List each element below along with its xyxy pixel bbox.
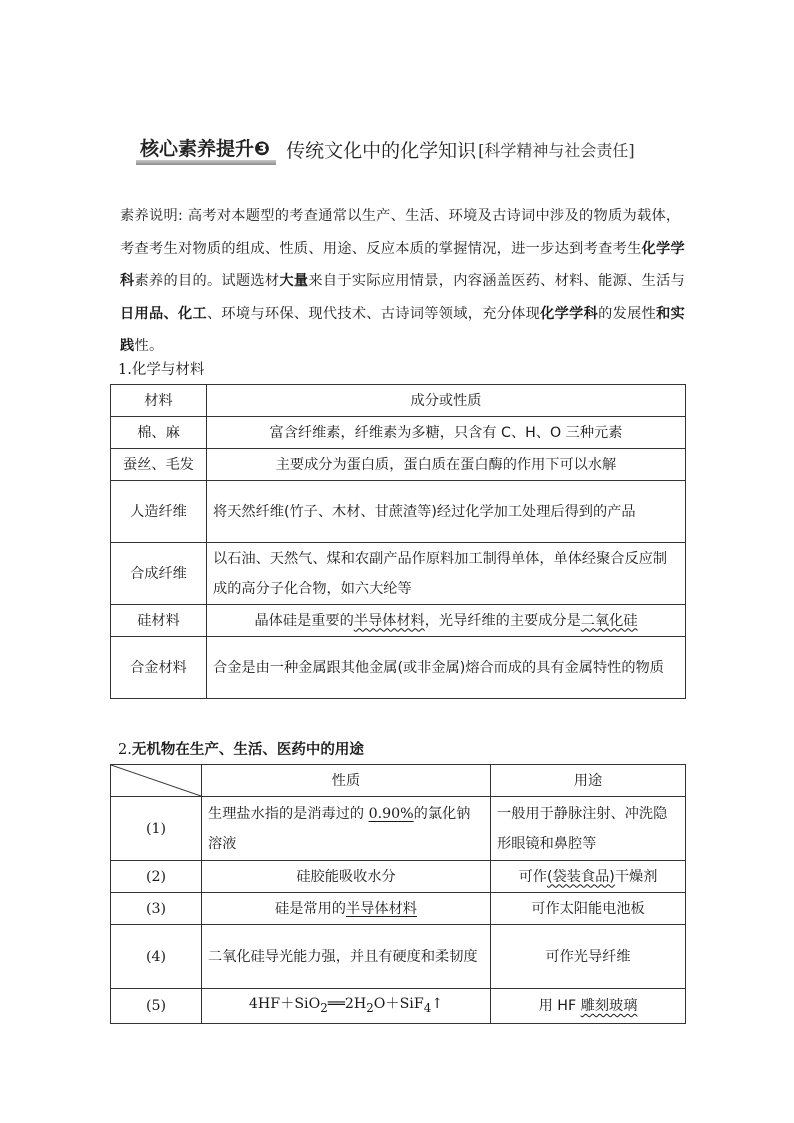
intro-label: 素养说明: xyxy=(120,208,184,224)
core-literacy-tag: 核心素养提升❸ xyxy=(136,137,276,161)
property-cell xyxy=(202,797,491,861)
table-header-row xyxy=(111,765,686,797)
intro-bold-text: 化学学科 xyxy=(120,240,686,289)
property-text: 的氯化钠溶液 xyxy=(208,805,471,852)
material-name: 蚕丝、毛发 xyxy=(111,449,207,481)
row-number: (3) xyxy=(111,893,202,925)
section1-title-text: 化学与材料 xyxy=(131,362,205,378)
material-desc xyxy=(207,605,686,637)
row-number: (4) xyxy=(111,925,202,989)
eq-part: O＋SiF xyxy=(373,996,424,1012)
header-composition: 成分或性质 xyxy=(207,385,686,417)
material-name: 人造纤维 xyxy=(111,481,207,543)
literacy-description xyxy=(120,200,690,363)
table-row xyxy=(111,893,686,925)
use-cell xyxy=(491,861,686,893)
use-emphasis: 雕刻玻璃 xyxy=(580,997,638,1014)
eq-subscript: 4 xyxy=(423,1000,432,1015)
row-number: (1) xyxy=(111,797,202,861)
gas-arrow: ↑ xyxy=(431,996,444,1012)
section1-number: 1. xyxy=(118,362,132,378)
use-emphasis: (袋装食品) xyxy=(546,868,615,885)
section1-title xyxy=(118,358,204,379)
property-cell: 二氧化硅导光能力强，并且有硬度和柔韧度 xyxy=(202,925,491,989)
material-desc: 合金是由一种金属跟其他金属(或非金属)熔合而成的具有金属特性的物质 xyxy=(207,637,686,699)
header-property: 性质 xyxy=(202,765,491,797)
intro-bold-text: 日用品、化工 xyxy=(120,305,207,322)
table-row xyxy=(111,925,686,989)
intro-text: 高考对本题型的考查通常以生产、生活、环境及古诗词中涉及的物质为载体，考查考生对物质的组成、性质、用途、反应本质的掌握情况，进一步达到考查考生 xyxy=(120,208,681,257)
use-text: 干燥剂 xyxy=(614,868,658,885)
material-name: 棉、麻 xyxy=(111,417,207,449)
intro-text: 、环境与环保、现代技术、古诗词等领域，充分体现 xyxy=(206,305,541,322)
table-row xyxy=(111,481,686,543)
intro-text: 素养的目的。试题选材 xyxy=(134,273,280,289)
section2-title-text: 无机物在生产、生活、医药中的用途 xyxy=(131,742,364,758)
desc-text: 晶体硅是重要的 xyxy=(254,612,354,629)
table-row xyxy=(111,637,686,699)
use-cell: 可作太阳能电池板 xyxy=(491,893,686,925)
section2-title xyxy=(118,738,364,759)
header-use: 用途 xyxy=(491,765,686,797)
intro-text: 性。 xyxy=(134,338,164,354)
eq-subscript: 2 xyxy=(320,1000,328,1015)
material-desc: 将天然纤维(竹子、木材、甘蔗渣等)经过化学加工处理后得到的产品 xyxy=(207,481,686,543)
property-text: 硅是常用的 xyxy=(275,900,346,917)
eq-part: 4HF＋SiO xyxy=(248,996,321,1012)
literacy-bracket: [科学精神与社会责任] xyxy=(478,140,635,160)
use-text: 可作 xyxy=(518,868,547,885)
table-row xyxy=(111,605,686,637)
use-cell: 可作光导纤维 xyxy=(491,925,686,989)
property-emphasis: 半导体材料 xyxy=(346,900,417,917)
material-desc: 以石油、天然气、煤和农副产品作原料加工制得单体，单体经聚合反应制成的高分子化合物，如六大纶等 xyxy=(207,543,686,605)
uses-table xyxy=(110,764,686,1024)
material-name: 合成纤维 xyxy=(111,543,207,605)
eq-subscript: 2 xyxy=(366,1000,374,1015)
row-number: (2) xyxy=(111,861,202,893)
desc-text: ，光导纤维的主要成分是 xyxy=(424,612,581,629)
table-header-row xyxy=(111,385,686,417)
row-number: (5) xyxy=(111,989,202,1024)
use-text: 用 HF xyxy=(538,997,581,1014)
intro-text: 的发展性 xyxy=(598,305,657,322)
material-desc: 主要成分为蛋白质，蛋白质在蛋白酶的作用下可以水解 xyxy=(207,449,686,481)
eq-part: ══2H xyxy=(327,996,367,1012)
intro-bold-text: 大量 xyxy=(279,273,309,289)
intro-text: 来自于实际应用情景，内容涵盖医药、材料、能源、生活与 xyxy=(308,273,686,289)
diagonal-header-cell xyxy=(111,765,202,797)
material-name: 合金材料 xyxy=(111,637,207,699)
table-row xyxy=(111,543,686,605)
property-text: 生理盐水指的是消毒过的 xyxy=(208,805,369,822)
table-row xyxy=(111,417,686,449)
header-material: 材料 xyxy=(111,385,207,417)
material-desc: 富含纤维素，纤维素为多糖，只含有 C、H、O 三种元素 xyxy=(207,417,686,449)
table-row xyxy=(111,861,686,893)
property-cell: 硅胶能吸收水分 xyxy=(202,861,491,893)
section-heading xyxy=(136,134,706,164)
use-cell: 一般用于静脉注射、冲洗隐形眼镜和鼻腔等 xyxy=(491,797,686,861)
table-row xyxy=(111,449,686,481)
property-emphasis: 0.90% xyxy=(368,805,414,822)
table-row xyxy=(111,989,686,1024)
page-title: 传统文化中的化学知识 xyxy=(286,139,477,162)
section2-number: 2. xyxy=(118,742,132,758)
materials-table xyxy=(110,384,686,699)
diagonal-line xyxy=(111,765,201,796)
desc-emphasis: 半导体材料 xyxy=(353,612,425,629)
material-name: 硅材料 xyxy=(111,605,207,637)
chemical-equation xyxy=(202,989,491,1024)
table-row xyxy=(111,797,686,861)
desc-emphasis: 二氧化硅 xyxy=(580,612,638,629)
property-cell xyxy=(202,893,491,925)
intro-bold-text: 和实践 xyxy=(120,305,686,354)
intro-bold-text: 化学学科 xyxy=(540,305,599,322)
use-cell xyxy=(491,989,686,1024)
